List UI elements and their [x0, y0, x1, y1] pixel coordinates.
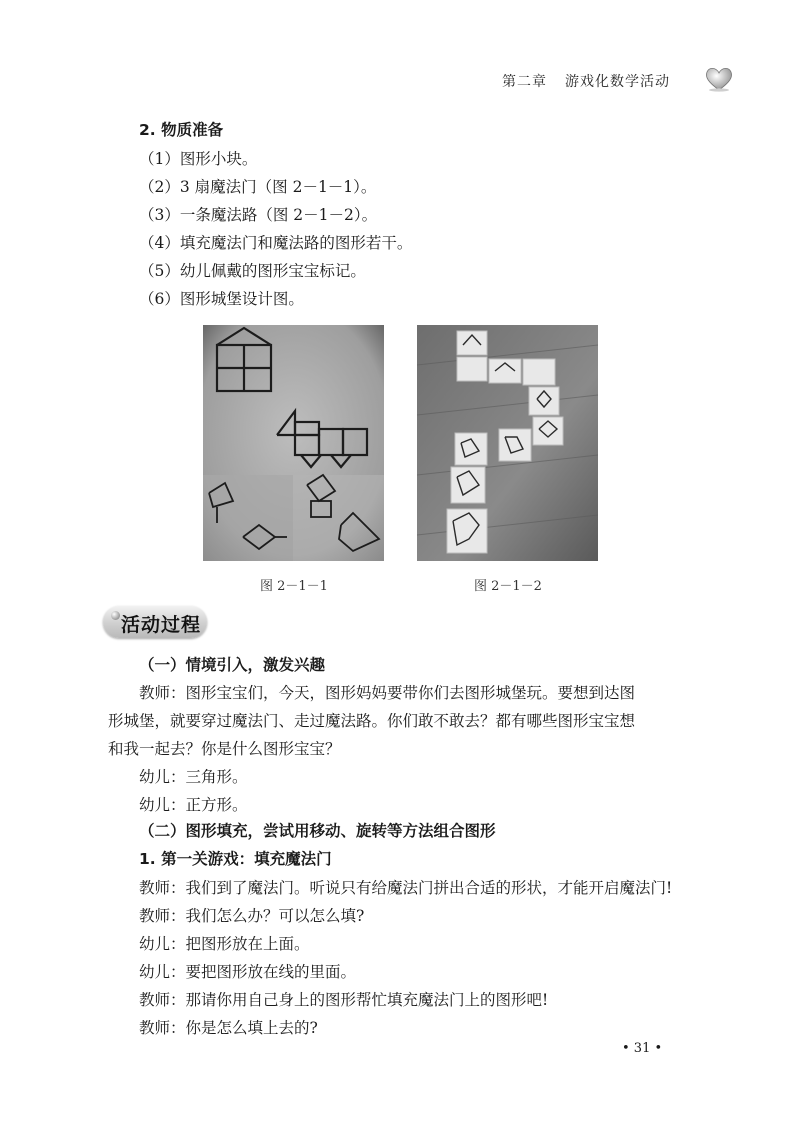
- dialogue-line: 幼儿：要把图形放在线的里面。: [139, 963, 357, 981]
- dialogue-line: 幼儿：正方形。: [139, 796, 248, 814]
- figure-magic-path-photo: [417, 325, 598, 561]
- materials-heading: 2. 物质准备: [139, 121, 224, 139]
- materials-item: （6）图形城堡设计图。: [139, 290, 304, 308]
- materials-item: （2）3 扇魔法门（图 2－1－1）。: [139, 178, 377, 196]
- paragraph-line: 教师：图形宝宝们，今天，图形妈妈要带你们去图形城堡玩。要想到达图: [139, 684, 636, 702]
- figure-magic-doors-photo: [203, 325, 384, 561]
- materials-item: （4）填充魔法门和魔法路的图形若干。: [139, 234, 413, 252]
- materials-item: （3）一条魔法路（图 2－1－2）。: [139, 206, 378, 224]
- figure-caption: 图 2－1－1: [260, 579, 328, 594]
- part2-heading: （二）图形填充，尝试用移动、旋转等方法组合图形: [139, 822, 496, 840]
- heart-icon: [704, 66, 734, 92]
- materials-item: （1）图形小块。: [139, 150, 258, 168]
- dialogue-line: 教师：我们怎么办？可以怎么填?: [139, 907, 365, 925]
- section-title: 活动过程: [121, 614, 202, 636]
- chapter-label: 第二章: [502, 74, 547, 90]
- dialogue-line: 教师：我们到了魔法门。听说只有给魔法门拼出合适的形状，才能开启魔法门!: [139, 879, 673, 897]
- paragraph-line: 和我一起去？你是什么图形宝宝？: [108, 740, 341, 758]
- bullet-icon: [111, 611, 120, 620]
- materials-item: （5）幼儿佩戴的图形宝宝标记。: [139, 262, 366, 280]
- figure-caption: 图 2－1－2: [474, 579, 542, 594]
- part1-heading: （一）情境引入，激发兴趣: [139, 656, 326, 674]
- dialogue-line: 教师：你是怎么填上去的?: [139, 1019, 318, 1037]
- page-number: • 31 •: [622, 1041, 663, 1056]
- part2-subheading: 1. 第一关游戏：填充魔法门: [139, 850, 332, 868]
- running-header: [502, 71, 670, 91]
- dialogue-line: 幼儿：把图形放在上面。: [139, 935, 310, 953]
- dialogue-line: 教师：那请你用自己身上的图形帮忙填充魔法门上的图形吧!: [139, 991, 549, 1009]
- section-heading-pill: [103, 606, 207, 638]
- dialogue-line: 幼儿：三角形。: [139, 768, 248, 786]
- paragraph-line: 形城堡，就要穿过魔法门、走过魔法路。你们敢不敢去？都有哪些图形宝宝想: [108, 712, 636, 730]
- chapter-title: 游戏化数学活动: [565, 74, 670, 90]
